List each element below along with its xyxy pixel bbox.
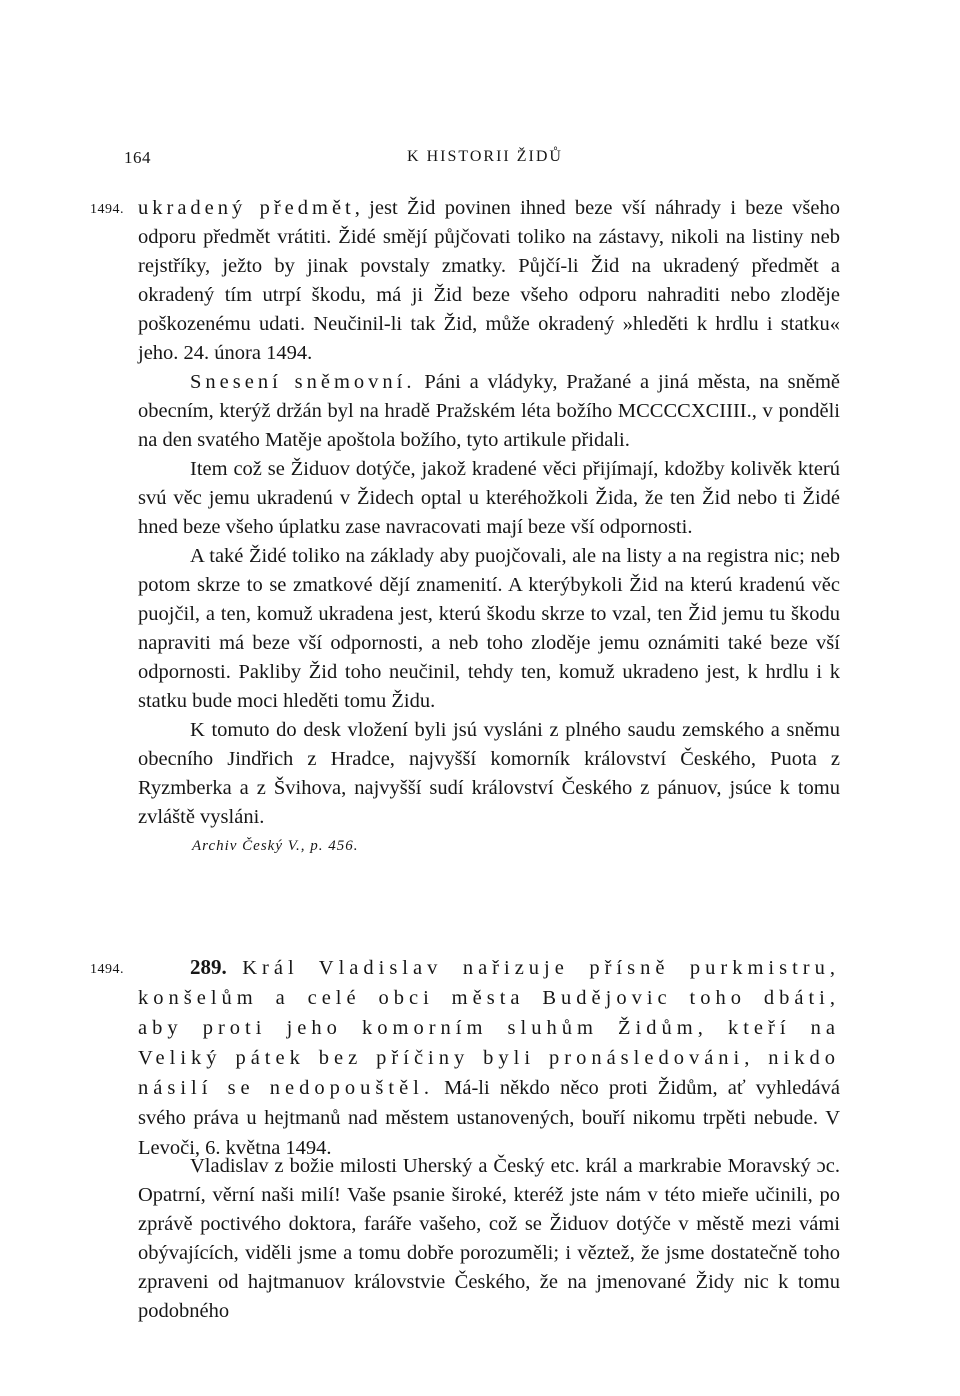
source-citation: Archiv Český V., p. 456. [192,838,359,854]
paragraph-text: A také Židé toliko na základy aby puojčovali, ale na listy a na registra nic; neb potom skrze to se zmatkové dějí znamenití. A kterýbykoli Žid na kterú kradenú věc puojčil, a ten, komuž ukradena jest, kterú škodu skrze to vzal, ten Žid jemu tu škodu napraviti má beze vší odpornosti, a neb toho zloděje jemu oznámiti také beze vší odpornosti. Pakliby Žid toho neučinil, tehdy ten, komuž ukradeno jest, k hrdlu i k statku bude moci hleděti tomu Židu. [138,545,840,712]
paragraph-continuation [138,194,840,368]
paragraph-text: Item což se Židuov dotýče, jakož kradené věci přijímají, kdožby kolivěk kterú svú věc jemu ukradenú v Židech optal u kteréhožkoli Žida, že ten Žid nebo ti Židé hned beze všeho úplatku zase navracovati mají beze vší odpornosti. [138,458,840,538]
document-289-regest [138,952,840,1163]
paragraph-text: Vladislav z božie milosti Uherský a Český etc. král a markrabie Moravský ɔc. Opatrní, věrní naši milí! Vaše psanie široké, kteréž jste nám v této mieře učinili, po zprávě poctivého doktora, faráře vašeho, což se Židuov dotýče v městě mezi vámi obývajících, viděli jsme a tomu dobře porozuměli; i věztež, že jsme dostatečně toho zpraveni od hajtmanuov královstvie Českého, že na jmenované Židy nic k tomu podobného [138,1155,840,1322]
emphasized-lead: ukradený předmět [138,197,355,219]
paragraph-text: K tomuto do desk vložení byli jsú vysláni z plného saudu zemského a sněmu obecního Jindřich z Hradce, najvyšší komorník království Českého, Puota z Ryzmberka a z Švihova, najvyšší sudí království Českého z pánuov, jsúce k tomu zvláště vysláni. [138,719,840,828]
margin-year-1: 1494. [90,202,124,217]
running-title: K HISTORII ŽIDŮ [407,148,563,165]
margin-year-2: 1494. [90,962,124,977]
paragraph-text: Páni a vládyky, Pražané a jiná města, na sněmě obecním, kterýž držán byl na hradě Pražském léta božího MCCCCXCIIII., v ponděli na den svatého Matěje apoštola božího, tyto artikule přidali. [138,371,840,451]
paragraph-text: , jest Žid povinen ihned beze vší náhrady i beze všeho odporu předmět vrátiti. Židé smějí půjčovati toliko na zástavy, nikoli na listiny neb rejstříky, ježto by jinak povstaly zmatky. Půjčí-li Žid na ukradený předmět a okradený tím utrpí škodu, má ji Žid beze všeho odporu nahraditi nebo zloděje poškozenému udati. Neučinil-li tak Žid, může okradený »hleděti k hrdlu i statku« jeho. 24. února 1494. [138,197,840,364]
section-heading: Snesení sněmovní. [190,371,416,393]
diet-resolution-section [138,368,840,861]
document-number: 289. [190,955,227,979]
letter-text [138,1152,840,1326]
regest-summary: Král Vladislav nařizuje přísně purkmistru, konšelům a celé obci města Budějovic toho dbáti, aby proti jeho komorním sluhům Židům, kteří na Veliký pátek bez příčiny byli pronásledováni, nikdo násilí se nedopouštěl. [138,957,840,1099]
page-number: 164 [124,148,151,167]
paragraph-text: Má-li někdo něco proti Židům, ať vyhledává svého práva u hejtmanů nad městem ustanovených, bouří nikomu trpěti nebude. V Levoči, 6. května 1494. [138,1077,840,1159]
